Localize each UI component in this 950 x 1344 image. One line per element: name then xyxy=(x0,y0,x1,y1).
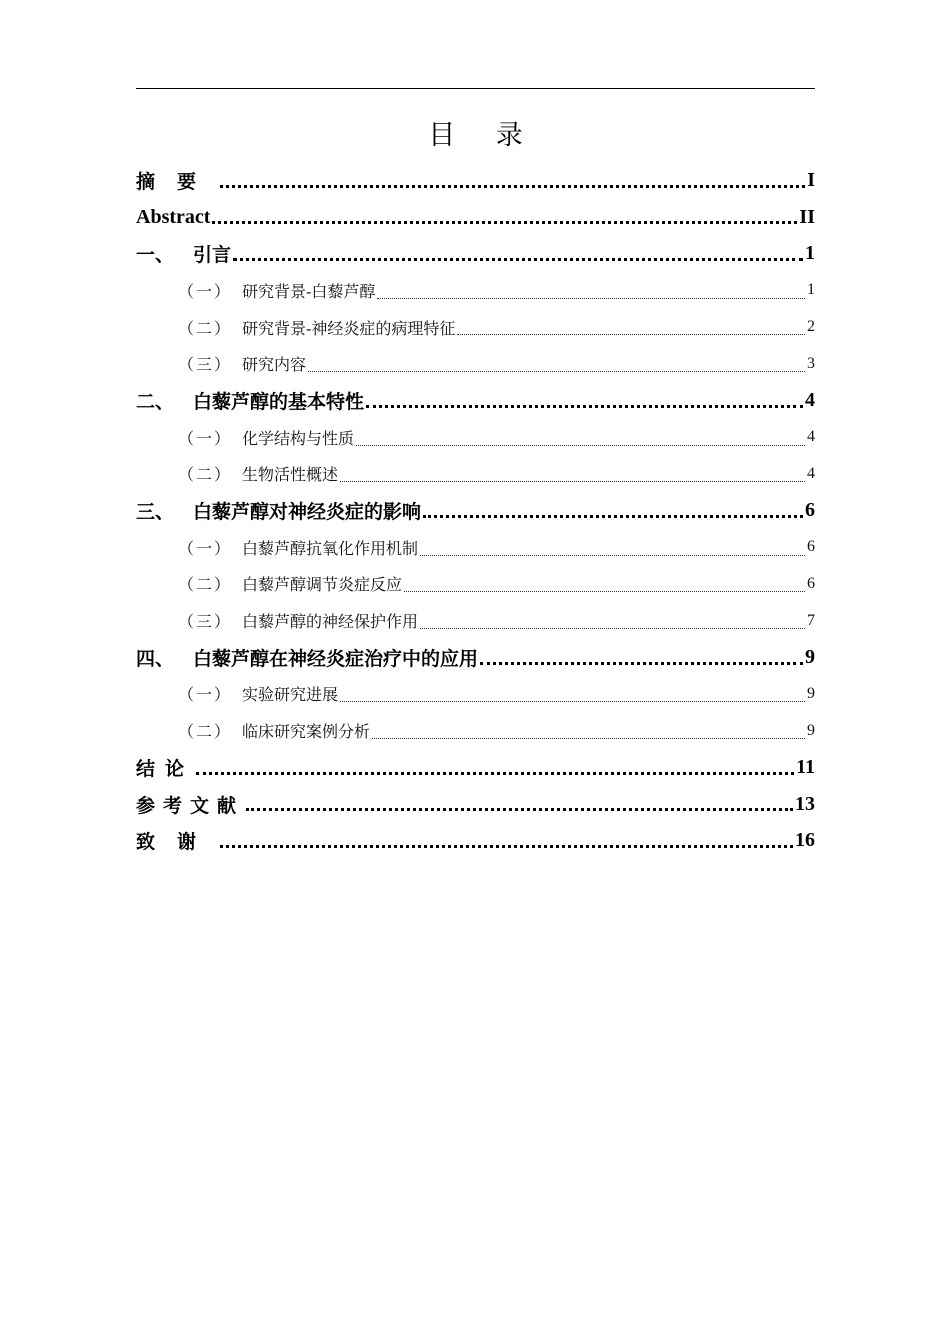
toc-entry-chapter[interactable] xyxy=(136,822,815,859)
toc-entry-page-number: 1 xyxy=(805,242,815,265)
toc-dot-leader xyxy=(246,808,793,811)
toc-entry-page-number: 1 xyxy=(807,281,815,299)
toc-dot-leader xyxy=(308,371,805,372)
toc-dot-leader xyxy=(220,845,793,848)
toc-entry-number: （二） xyxy=(178,722,233,742)
toc-entry-number: （一） xyxy=(178,428,233,448)
toc-entry-page-number: 7 xyxy=(807,611,815,629)
toc-entry-number: （二） xyxy=(178,575,233,595)
toc-entry-page-number: 16 xyxy=(795,829,815,852)
toc-entry-page-number: 4 xyxy=(807,464,815,482)
toc-entry-chapter[interactable] xyxy=(136,199,815,236)
toc-entry-number: （三） xyxy=(178,612,233,632)
toc-list xyxy=(136,162,815,859)
toc-entry-chapter[interactable] xyxy=(136,639,815,676)
toc-entry-title: 白藜芦醇在神经炎症治疗中的应用 xyxy=(193,647,479,670)
toc-dot-leader xyxy=(372,738,805,739)
toc-entry-number: （一） xyxy=(178,281,233,301)
toc-entry-title: 研究背景-神经炎症的病理特征 xyxy=(242,318,456,338)
toc-entry-title: 致谢 xyxy=(136,831,219,854)
toc-dot-leader xyxy=(212,221,797,224)
toc-entry-section[interactable] xyxy=(136,529,815,566)
toc-title: 目 录 xyxy=(428,120,539,151)
toc-entry-number: 二、 xyxy=(136,390,175,413)
toc-entry-page-number: 4 xyxy=(805,388,815,411)
toc-entry-chapter[interactable] xyxy=(136,749,815,786)
toc-dot-leader xyxy=(356,445,805,446)
toc-entry-section[interactable] xyxy=(136,456,815,493)
toc-entry-chapter[interactable] xyxy=(136,786,815,823)
toc-entry-page-number: 9 xyxy=(807,721,815,739)
toc-entry-title: 临床研究案例分析 xyxy=(242,722,371,742)
toc-entry-title: 生物活性概述 xyxy=(242,465,339,485)
toc-dot-leader xyxy=(220,185,805,188)
toc-entry-page-number: 13 xyxy=(795,792,815,815)
toc-entry-page-number: 6 xyxy=(807,574,815,592)
toc-dot-leader xyxy=(423,515,803,518)
toc-dot-leader xyxy=(196,772,794,775)
toc-entry-number: （一） xyxy=(178,685,233,705)
toc-entry-title: 白藜芦醇调节炎症反应 xyxy=(242,575,403,595)
toc-entry-number: （一） xyxy=(178,538,233,558)
header-rule xyxy=(136,88,815,89)
toc-entry-title: 引言 xyxy=(193,244,232,267)
toc-dot-leader xyxy=(480,662,803,665)
toc-entry-page-number: 6 xyxy=(805,499,815,522)
toc-entry-title: 化学结构与性质 xyxy=(242,428,355,448)
toc-entry-title: 参考文献 xyxy=(136,794,245,817)
toc-entry-section[interactable] xyxy=(136,419,815,456)
toc-entry-title: 白藜芦醇的神经保护作用 xyxy=(242,612,419,632)
toc-entry-number: 一、 xyxy=(136,244,175,267)
toc-entry-page-number: 3 xyxy=(807,354,815,372)
toc-entry-title: 白藜芦醇对神经炎症的影响 xyxy=(193,501,422,524)
toc-entry-page-number: II xyxy=(799,205,815,228)
toc-entry-section[interactable] xyxy=(136,345,815,382)
toc-dot-leader xyxy=(366,405,803,408)
toc-dot-leader xyxy=(420,628,805,629)
toc-entry-section[interactable] xyxy=(136,602,815,639)
toc-entry-number: （二） xyxy=(178,318,233,338)
toc-entry-title: 白藜芦醇的基本特性 xyxy=(193,390,365,413)
toc-entry-title: 研究内容 xyxy=(242,355,307,375)
toc-entry-page-number: 11 xyxy=(796,755,815,778)
toc-entry-page-number: I xyxy=(807,168,815,191)
toc-entry-section[interactable] xyxy=(136,676,815,713)
toc-entry-number: 四、 xyxy=(136,647,175,670)
toc-entry-chapter[interactable] xyxy=(136,162,815,199)
toc-entry-page-number: 2 xyxy=(807,318,815,336)
toc-entry-number: （三） xyxy=(178,355,233,375)
toc-entry-chapter[interactable] xyxy=(136,235,815,272)
toc-entry-title: 白藜芦醇抗氧化作用机制 xyxy=(242,538,419,558)
toc-dot-leader xyxy=(420,555,805,556)
toc-entry-page-number: 9 xyxy=(807,684,815,702)
toc-dot-leader xyxy=(340,481,805,482)
toc-entry-section[interactable] xyxy=(136,712,815,749)
toc-entry-page-number: 9 xyxy=(805,645,815,668)
toc-entry-title: 实验研究进展 xyxy=(242,685,339,705)
toc-entry-number: （二） xyxy=(178,465,233,485)
toc-entry-chapter[interactable] xyxy=(136,382,815,419)
toc-entry-number: 三、 xyxy=(136,501,175,524)
toc-dot-leader xyxy=(404,591,805,592)
toc-entry-title: 研究背景-白藜芦醇 xyxy=(242,281,376,301)
toc-entry-page-number: 4 xyxy=(807,428,815,446)
toc-entry-section[interactable] xyxy=(136,566,815,603)
toc-dot-leader xyxy=(233,258,803,261)
toc-dot-leader xyxy=(340,701,805,702)
toc-entry-section[interactable] xyxy=(136,309,815,346)
toc-entry-section[interactable] xyxy=(136,272,815,309)
toc-entry-page-number: 6 xyxy=(807,538,815,556)
toc-dot-leader xyxy=(457,334,805,335)
toc-entry-title: 摘要 xyxy=(136,170,219,193)
toc-entry-title: Abstract xyxy=(136,205,211,228)
toc-dot-leader xyxy=(377,298,805,299)
toc-entry-chapter[interactable] xyxy=(136,492,815,529)
toc-entry-title: 结论 xyxy=(136,757,195,780)
